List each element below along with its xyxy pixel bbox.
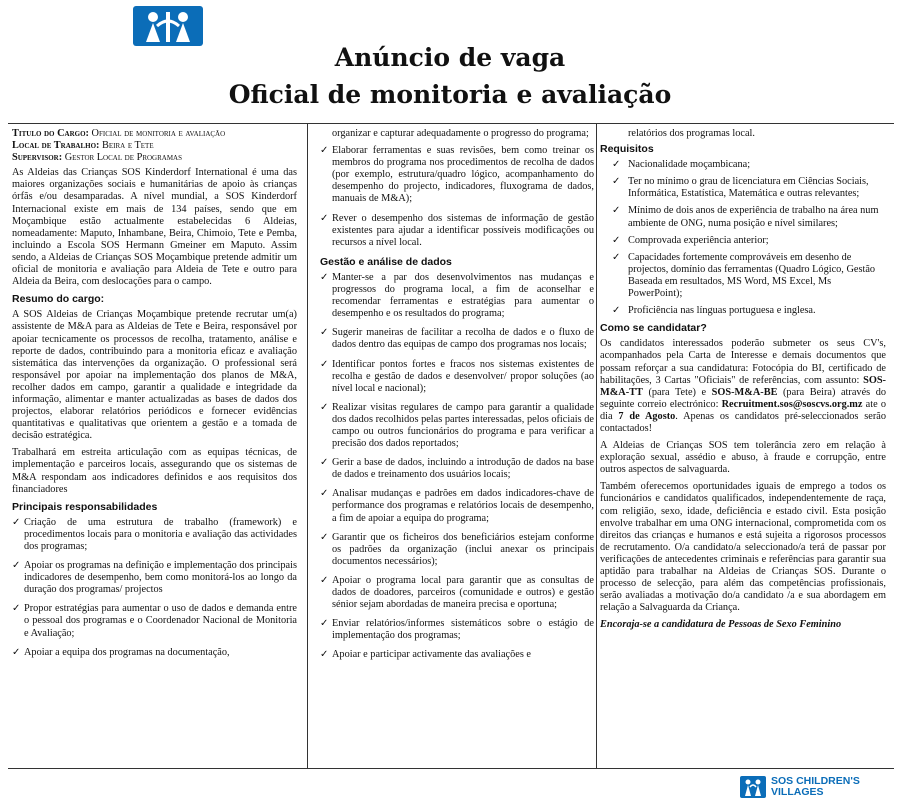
list-item: ✓ Apoiar e participar activamente das avaliações e — [320, 649, 594, 661]
encourage-line: Encoraja-se a candidatura de Pessoas de Sexo Feminino — [600, 619, 842, 631]
continued-text: relatórios dos programas local. — [628, 128, 755, 139]
apply-paragraph: Os candidatos interessados poderão submeter os seus CV's, acompanhados pela Carta de Interesse e demais documentos que possam reforçar a sua candidatura: Fotocópia do BI, certificado de habilitações, 3 Cartas "Oficiais" de referências, com assunto: SOS-M&A-TT (para Tete) e SOS-M&A-BE (para Beira) através do seguinte correio electrónico: Recruitment.sos@soscvs.org.mz ate o dia 7 de Agosto. Apenas os candidatos pré-seleccionados serão contactados! — [600, 338, 886, 434]
logo-text: SOS CHILDREN'S VILLAGES — [771, 775, 860, 798]
page-title: Anúncio de vaga — [334, 43, 566, 72]
list-item: ✓ Apoiar o programa local para garantir que as consultas de dados de doadores, parceiros (comunidade e outros) e gestão sénior sejam abordadas de maneira precisa e oportuna; — [320, 575, 594, 611]
list-item: ✓ Gerir a base de dados, incluindo a introdução de dados na base de dados e treinamento dos usuários locais; — [320, 457, 594, 481]
list-item: ✓ Criação de uma estrutura de trabalho (framework) e procedimentos locais para o monitoria e avaliação das actividades dos programas; — [12, 517, 297, 553]
column-divider — [307, 124, 308, 769]
list-item: ✓ Enviar relatórios/informes sistemáticos sobre o estágio de implementação dos programas; — [320, 618, 594, 642]
column-3 — [600, 128, 886, 636]
list-item: ✓ Identificar pontos fortes e fracos nos sistemas existentes de recolha e gestão de dados e desenvolver/ propor soluções (ao nível local e nacional); — [320, 359, 594, 395]
continued-text: organizar e capturar adequadamente o progresso do programa; — [332, 128, 589, 139]
summary-heading: Resumo do cargo: — [12, 293, 105, 306]
responsibilities-heading: Principais responsabilidades — [12, 500, 158, 513]
apply-heading: Como se candidatar? — [600, 322, 707, 335]
list-item: ✓ Sugerir maneiras de facilitar a recolha de dados e o fluxo de dados dentro das equipas de campo dos programas nos locais; — [320, 327, 594, 351]
list-item: ✓ Garantir que os ficheiros dos beneficiários estejam conforme os padrões da organização (inclui anexar os principais documentos necessários); — [320, 532, 594, 568]
list-item: ✓ Ter no mínimo o grau de licenciatura em Ciências Sociais, Informática, Estatística, Matemática e outras relevantes; — [612, 176, 886, 200]
location-line: Local de Trabalho: Beira e Tete — [12, 140, 154, 152]
column-2 — [320, 128, 594, 668]
list-item: ✓ Comprovada experiência anterior; — [612, 235, 886, 247]
email-link[interactable]: Recruitment.sos@soscvs.org.mz — [721, 398, 863, 410]
list-item: ✓ Elaborar ferramentas e suas revisões, bem como treinar os membros do programa nos procedimentos de recolha de dados (por exemplo, estrutura/quadro lógico, acompanhamento do desempenho do projecto, indicadores, fluxograma de dados, manuais de M&A); — [320, 145, 594, 205]
job-title-line: Titulo do Cargo: Oficial de monitoria e avaliação — [12, 128, 226, 139]
data-management-heading: Gestão e análise de dados — [320, 255, 452, 268]
supervisor-line: Supervisor: Gestor Local de Programas — [12, 152, 182, 164]
collab-paragraph: Trabalhará em estreita articulação com as equipas técnicas, de implementação e parceiros locais, assegurando que os sistemas de M&A respondam aos indicadores definidos e aos requisitos dos financiadores — [12, 447, 297, 495]
list-item: ✓ Proficiência nas línguas portuguesa e inglesa. — [612, 305, 886, 317]
column-divider — [596, 124, 597, 769]
list-item: ✓ Realizar visitas regulares de campo para garantir a qualidade dos dados recolhidos pelas partes interessadas, pelos oficiais de campo ou outros funcionários do programa e para verificar a precisão dos dados reportados; — [320, 402, 594, 450]
list-item: ✓ Mínimo de dois anos de experiência de trabalho na área num ambiente de ONG, numa posição e nível similares; — [612, 205, 886, 229]
list-item: ✓ Nacionalidade moçambicana; — [612, 159, 886, 171]
list-item: ✓ Analisar mudanças e padrões em dados indicadores-chave de performance dos programas e relatórios locais de desempenho, a fim de apoiar a equipa do programa; — [320, 488, 594, 524]
responsibilities-list — [12, 517, 297, 659]
page-subtitle: Oficial de monitoria e avaliação — [228, 80, 672, 109]
list-item: ✓ Apoiar a equipa dos programas na documentação, — [12, 647, 297, 659]
list-item: ✓ Apoiar os programas na definição e implementação dos principais indicadores de desempenho, bem como monitorá-los ao longo da duração dos programas/ projectos — [12, 560, 297, 596]
bottom-divider — [8, 768, 894, 769]
column-1 — [12, 128, 297, 666]
list-item: ✓ Capacidades fortemente comprováveis em desenho de projectos, domínio das ferramentas (Quadro Lógico, Gestão Baseada em resultados, MS Word, MS Excel, Ms PowerPoint); — [612, 252, 886, 300]
summary-paragraph: A SOS Aldeias de Crianças Moçambique pretende recrutar um(a) assistente de M&A para as Aldeias de Tete e Beira, responsável por apoiar tecnicamente os processos de recolha, tratamento, análise e reporte de dados, contribuindo para a monitoria eficaz e avaliação sistemática das intervenções da organização. O professional será responsável por apoiar na implementação dos planos de M&A, recolher dados em campo, garantir a qualidade e integridade da informação, alimentar e manter actualizadas as bases de dados dos projectos, elaborar relatórios periódicos e fornecer evidências quantitativas e qualitativas que orientem a gestão e a tomada de decisão estratégica. — [12, 309, 297, 442]
list-item: ✓ Propor estratégias para aumentar o uso de dados e demanda entre o pessoal dos programas e o Coordenador Nacional de Monitoria e Avaliação; — [12, 603, 297, 639]
intro-paragraph: As Aldeias das Crianças SOS Kinderdorf International é uma das maiores organizações sociais e humanitárias de apoio às crianças órfãs e/ou desamparadas. A nível mundial, a SOS Kinderdorf Internacional existe em mais de 134 países, sendo que em Moçambique estão actualmente estabelecidas 6 Aldeias, nomeadamente: Maputo, Inhambane, Beira, Chimoio, Tete e Pemba, incluindo a Escola SOS Hermann Gmeiner em Maputo. Assim sendo, a Aldeias de Crianças SOS Moçambique pretende admitir um oficial de monitoria e avaliação para Aldeia de Tete e outro para Aldeia da Beira, com deslocações para o campo. — [12, 167, 297, 288]
requirements-heading: Requisitos — [600, 143, 654, 156]
responsibilities-list-continued — [320, 145, 594, 249]
top-divider — [8, 123, 894, 124]
children-logo-icon — [740, 776, 766, 798]
sos-logo-top — [133, 6, 203, 46]
list-item: ✓ Manter-se a par dos desenvolvimentos nas mudanças e progressos do programa local, a fim de aconselhar e recomendar ferramentas e estratégias para aumentar o desempenho e os resultados do programa; — [320, 272, 594, 320]
list-item: ✓ Rever o desempenho dos sistemas de informação de gestão existentes para ajudar a identificar possíveis modificações ou recursos a nível local. — [320, 213, 594, 249]
data-management-list — [320, 272, 594, 662]
sos-logo-bottom — [740, 776, 886, 802]
equal-opportunity-paragraph: Também oferecemos oportunidades iguais de emprego a todos os funcionários e candidatos qualificados, independentemente de raça, com religião, sexo, idade, deficiência e estado civil. Esta posição envolve trabalhar em uma ONG internacional, comprometida com os direitos das crianças e humanos e está sujeita a rigorosos processos de recrutamento. O/a candidato/a seleccionado/a terá de passar por verificações de antecedentes criminais e referências para garantir sua aptidão para trabalhar na Aldeias de Crianças SOS. Durante o processo de selecção, para além das competências profissionais, serão avaliadas a motivação do/a candidato /a e sua abordagem em relação a Salvaguarda da Criança. — [600, 481, 886, 614]
requirements-list — [600, 159, 886, 317]
tolerance-paragraph: A Aldeias de Crianças SOS tem tolerância zero em relação à exploração sexual, assédio e abuso, à fraude e corrupção, entre outros aspectos de salvaguarda. — [600, 440, 886, 476]
children-logo-icon — [133, 6, 203, 46]
